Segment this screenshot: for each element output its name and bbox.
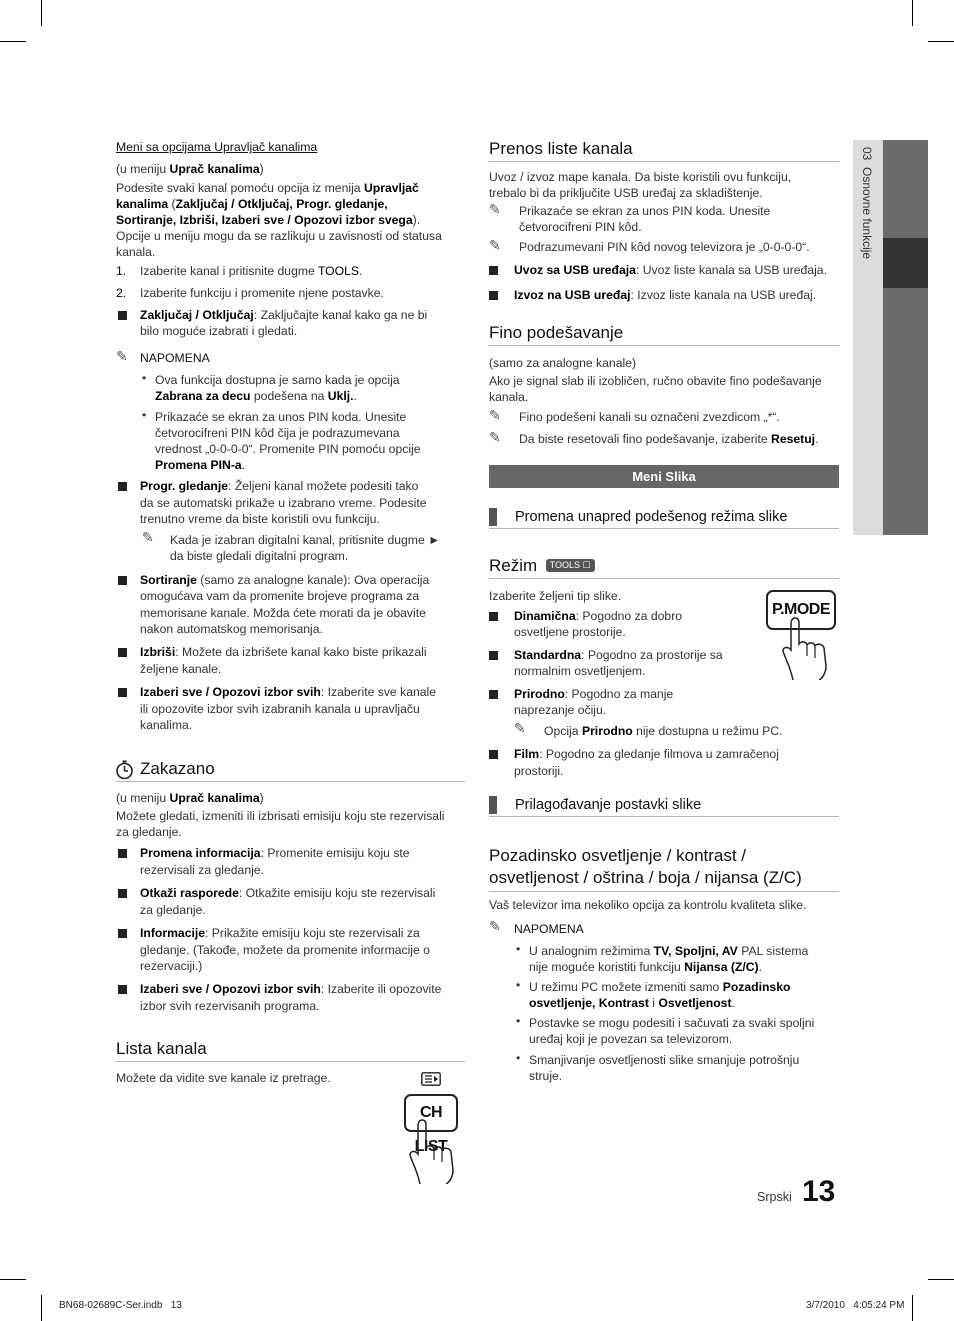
film-1: Film: Pogodno za gledanje filmova u zamračenoj	[514, 747, 779, 761]
fino-intro-2: kanala.	[489, 390, 529, 404]
fino-sub: (samo za analogne kanale)	[489, 356, 637, 370]
bullet-square	[118, 648, 127, 657]
prog-note-1: Kada je izabran digitalni kanal, pritisnite dugme ►	[170, 533, 441, 547]
intro-line-2: kanalima (Zaključaj / Otključaj, Progr. gledanje,	[116, 197, 388, 211]
bullet-dot: •	[516, 978, 521, 992]
intro-line-1: Podesite svaki kanal pomoću opcija iz menija Upravljač	[116, 181, 419, 195]
crop-mark	[41, 1295, 42, 1321]
hand-icon	[406, 1118, 466, 1184]
crop-mark	[912, 1295, 913, 1321]
note-heading: NAPOMENA	[140, 351, 210, 365]
zakazano-intro-1: Možete gledati, izmeniti ili izbrisati emisiju koju ste rezervisali	[116, 809, 445, 823]
crop-mark	[928, 41, 954, 42]
bullet-square	[118, 929, 127, 938]
bullet-square	[489, 750, 498, 759]
bl-note-4a: Smanjivanje osvetljenosti slike smanjuje potrošnju	[529, 1053, 800, 1067]
rezim-intro: Izaberite željeni tip slike.	[489, 589, 622, 603]
note-1-line-2: Zabrana za decu podešena na Uklj..	[155, 389, 357, 403]
natural-1: Prirodno: Pogodno za manje	[514, 687, 674, 701]
bl-note-1a: U analognim režimima TV, Spoljni, AV PAL sistema	[529, 944, 809, 958]
zakazano-intro-2: za gledanje.	[116, 825, 182, 839]
dynamic-2: osvetljene prostorije.	[514, 625, 626, 639]
standard-1: Standardna: Pogodno za prostorije sa	[514, 648, 723, 662]
natural-2: naprezanje očiju.	[514, 703, 607, 717]
bl-note-4b: struje.	[529, 1069, 563, 1083]
side-tab-dark	[883, 140, 928, 535]
bullet-square	[118, 688, 127, 697]
prenos-intro-1: Uvoz / izvoz mape kanala. Da biste koristili ovu funkciju,	[489, 170, 792, 184]
backlight-heading-line-2: osvetljenost / oštrina / boja / nijansa (Z/C)	[489, 868, 802, 887]
prenos-note-1a: Prikazaće se ekran za unos PIN koda. Unesite	[519, 204, 771, 218]
bullet-square	[489, 690, 498, 699]
pmode-button: P.MODE	[766, 590, 836, 630]
bullet-square	[118, 889, 127, 898]
intro-line-3: Sortiranje, Izbriši, Izaberi sve / Opozovi izbor svega).	[116, 213, 421, 227]
ch-list-button: CH LIST	[404, 1094, 458, 1132]
fino-intro-1: Ako je signal slab ili izobličen, ručno obavite fino podešavanje	[489, 374, 822, 388]
sort-line-1: Sortiranje (samo za analogne kanale): Ova operacija	[140, 573, 430, 587]
note-pencil-icon: ✎	[489, 237, 501, 253]
change-info-2: rezervisali za gledanje.	[140, 863, 264, 877]
prog-note-2: da biste gledali digitalni program.	[170, 549, 349, 563]
zakazano-menu-path: (u meniju Uprač kanalima)	[116, 791, 264, 805]
bl-note-2a: U režimu PC možete izmeniti samo Pozadinsko	[529, 980, 791, 994]
lock-item-1: Zaključaj / Otključaj: Zaključajte kanal kako ga ne bi	[140, 308, 428, 322]
crop-mark	[41, 0, 42, 26]
bullet-square	[118, 849, 127, 858]
bullet-dot: •	[142, 408, 147, 422]
intro-line-4: Opcije u meniju mogu da se razlikuju u zavisnosti od statusa	[116, 229, 442, 243]
change-info-1: Promena informacija: Promenite emisiju koju ste	[140, 846, 410, 860]
lista-kanala-heading: Lista kanala	[116, 1039, 465, 1062]
lock-item-2: bilo moguće izabrati i gledati.	[140, 324, 298, 338]
sort-line-2: omogućava vam da promenite brojeve programa za	[140, 589, 420, 603]
information-2: gledanje. (Takođe, možete da promenite informacije o	[140, 943, 430, 957]
bullet-square	[489, 291, 498, 300]
file-info: BN68-02689C-Ser.indb 13	[59, 1300, 182, 1311]
crop-mark	[0, 1279, 26, 1280]
bullet-square	[118, 311, 127, 320]
note-2-line-3: vrednost „0-0-0-0“. Promenite PIN pomoću opcije	[155, 442, 421, 456]
note-heading: NAPOMENA	[514, 922, 584, 936]
crop-mark	[912, 0, 913, 26]
lista-kanala-text: Možete da vidite sve kanale iz pretrage.	[116, 1071, 331, 1085]
note-pencil-icon: ✎	[489, 429, 501, 445]
delete-line-1: Izbriši: Možete da izbrišete kanal kako biste prikazali	[140, 645, 427, 659]
delete-line-2: željene kanale.	[140, 662, 222, 676]
usb-import: Uvoz sa USB uređaja: Uvoz liste kanala sa USB uređaja.	[514, 263, 827, 277]
note-2-line-2: četvorocifreni PIN kôd čija je podrazumevana	[155, 426, 400, 440]
rezim-heading: Režim TOOLS ☐	[489, 556, 839, 579]
prog-line-1: Progr. gledanje: Željeni kanal možete podesiti tako	[140, 479, 419, 493]
chapter-number: 03	[860, 147, 874, 161]
standard-2: normalnim osvetljenjem.	[514, 664, 646, 678]
bl-note-3b: uređaj koji je povezan sa televizorom.	[529, 1032, 733, 1046]
step-number: 1.	[116, 264, 127, 278]
dynamic-1: Dinamična: Pogodno za dobro	[514, 609, 683, 623]
prenos-note-1b: četvorocifreni PIN kôd.	[519, 220, 642, 234]
prenos-heading: Prenos liste kanala	[489, 139, 839, 162]
information-1: Informacije: Prikažite emisiju koju ste rezervisali za	[140, 926, 420, 940]
select-line-1: Izaberi sve / Opozovi izbor svih: Izaberite sve kanale	[140, 685, 437, 699]
note-pencil-icon: ✎	[489, 407, 501, 423]
bullet-square	[118, 482, 127, 491]
note-1-line-1: Ova funkcija dostupna je samo kada je opcija	[155, 373, 400, 387]
side-tab-label	[860, 147, 874, 259]
bullet-square	[489, 266, 498, 275]
crop-mark	[0, 41, 26, 42]
prenos-intro-2: trebalo bi da priključite USB uređaj za skladištenje.	[489, 186, 763, 200]
preset-mode-heading: Promena unapred podešenog režima slike	[489, 507, 839, 529]
prenos-note-2: Podrazumevani PIN kôd novog televizora je „0-0-0-0“.	[519, 240, 810, 254]
step-1: Izaberite kanal i pritisnite dugme TOOLS.	[140, 264, 363, 278]
sort-line-4: nakon automatskog memorisanja.	[140, 622, 323, 636]
note-pencil-icon: ✎	[116, 348, 128, 364]
bullet-square	[118, 985, 127, 994]
bullet-dot: •	[142, 371, 147, 385]
menu-path: (u meniju Uprač kanalima)	[116, 162, 264, 176]
language-label: Srpski	[757, 1190, 792, 1204]
bl-note-1b: nije moguće koristiti funkciju Nijansa (Z/C).	[529, 960, 763, 974]
backlight-heading-line-1: Pozadinsko osvetljenje / kontrast /	[489, 846, 747, 865]
chapter-title: Osnovne funkcije	[860, 167, 874, 260]
crop-mark	[928, 1279, 954, 1280]
hand-icon	[781, 616, 841, 680]
page-number: 13	[802, 1175, 836, 1208]
guide-icon	[421, 1072, 441, 1086]
bullet-square	[489, 612, 498, 621]
prog-line-3: trenutno vreme da biste koristili ovu funkciju.	[140, 512, 380, 526]
meni-slika-banner: Meni Slika	[489, 465, 839, 488]
fino-heading: Fino podešavanje	[489, 323, 839, 346]
picture-settings-heading: Prilagođavanje postavki slike	[489, 795, 839, 817]
note-pencil-icon: ✎	[142, 529, 154, 545]
prog-line-2: da se automatski prikaže u izabrano vreme. Podesite	[140, 496, 427, 510]
intro-line-5: kanala.	[116, 245, 156, 259]
usb-export: Izvoz na USB uređaj: Izvoz liste kanala na USB uređaj.	[514, 288, 817, 302]
bullet-dot: •	[516, 1051, 521, 1065]
bullet-dot: •	[516, 942, 521, 956]
bl-note-2b: osvetljenje, Kontrast i Osvetljenost.	[529, 996, 735, 1010]
zakazano-heading: Zakazano	[116, 759, 465, 782]
fino-note-1: Fino podešeni kanali su označeni zvezdicom „*“.	[519, 410, 780, 424]
cancel-schedule-1: Otkaži rasporede: Otkažite emisiju koju ste rezervisali	[140, 886, 436, 900]
step-number: 2.	[116, 286, 127, 300]
sort-line-3: memorisane kanale. Možda ćete morati da je obavite	[140, 606, 426, 620]
note-2-line-1: Prikazaće se ekran za unos PIN koda. Unesite	[155, 410, 407, 424]
natural-note: Opcija Prirodno nije dostupna u režimu PC.	[544, 724, 783, 738]
note-2-line-4: Promena PIN-a.	[155, 458, 246, 472]
bullet-square	[118, 576, 127, 585]
select-all-1: Izaberi sve / Opozovi izbor svih: Izaberite ili opozovite	[140, 982, 442, 996]
bl-note-3a: Postavke se mogu podesiti i sačuvati za svaki spoljni	[529, 1016, 815, 1030]
cancel-schedule-2: za gledanje.	[140, 903, 206, 917]
bullet-square	[489, 651, 498, 660]
backlight-intro: Vaš televizor ima nekoliko opcija za kontrolu kvaliteta slike.	[489, 898, 807, 912]
note-pencil-icon: ✎	[514, 720, 526, 736]
select-line-2: ili opozovite izbor svih izabranih kanala u upravljaču	[140, 702, 420, 716]
side-tab-black	[883, 238, 928, 288]
film-2: prostoriji.	[514, 764, 564, 778]
information-3: rezervaciji.)	[140, 959, 203, 973]
tools-badge: TOOLS ☐	[546, 559, 595, 572]
channel-options-title: Meni sa opcijama Upravljač kanalima	[116, 140, 318, 154]
step-2: Izaberite funkciju i promenite njene postavke.	[140, 286, 384, 300]
note-pencil-icon: ✎	[489, 918, 501, 934]
fino-note-2: Da biste resetovali fino podešavanje, izaberite Resetuj.	[519, 432, 819, 446]
backlight-heading	[489, 845, 839, 892]
select-all-2: izbor svih rezervisanih programa.	[140, 999, 320, 1013]
select-line-3: kanalima.	[140, 718, 193, 732]
bullet-dot: •	[516, 1014, 521, 1028]
timestamp: 3/7/2010 4:05:24 PM	[806, 1300, 905, 1311]
note-pencil-icon: ✎	[489, 201, 501, 217]
